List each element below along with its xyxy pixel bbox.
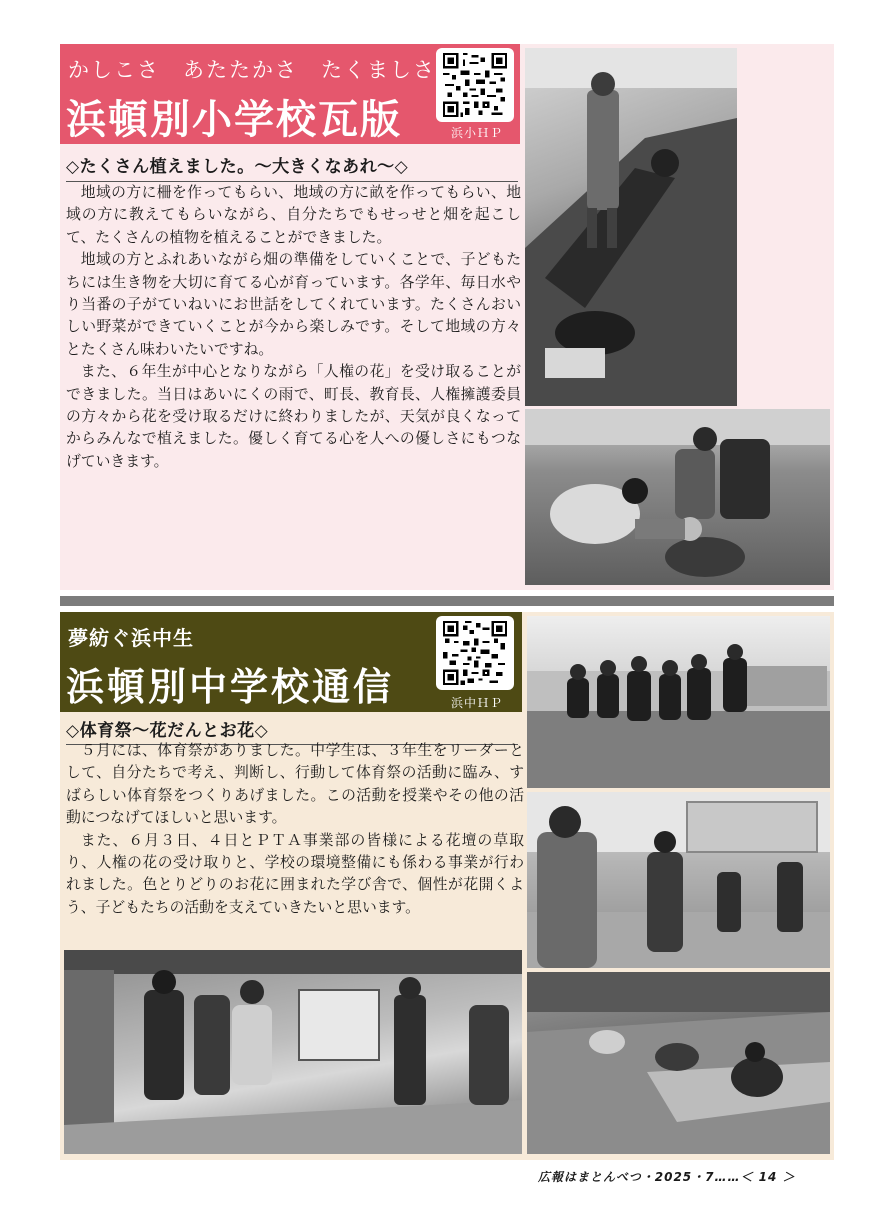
elementary-paragraph: 地域の方とふれあいながら畑の準備をしていくことで、子どもたちには生き物を大切に育てる心が育っています。各学年、毎日水やり当番の子がていねいにお世話をしてくれています。たくさんおいしい野菜ができていくことが今から楽しみです。そして地域の方々とたくさん味わいたいですね。 [66, 251, 521, 358]
junior-high-article-body [66, 740, 524, 919]
photo-flowerbed-weeding [527, 972, 830, 1154]
elementary-subtitle: かしこさ あたたかさ たくましさ [68, 58, 436, 82]
elementary-paragraph: また、６年生が中心となりながら「人権の花」を受け取ることができました。当日はあいにくの雨で、町長、教育長、人権擁護委員の方々から花を受け取るだけに終わりましたが、天気が良くなってからみんなで植えました。優しく育てる心を人への優しさにもつなげていきます。 [66, 363, 521, 470]
junior-high-paragraph: ５月には、体育祭がありました。中学生は、３年生をリーダーとして、自分たちで考え、判断し、行動して体育祭の活動に臨み、すばらしい体育祭をつくりあげました。この活動を授業やその他の活動につなげてほしいと思います。 [66, 742, 524, 827]
qr-code-graphic [442, 621, 508, 685]
junior-high-section [60, 612, 834, 1160]
junior-high-article-heading: ◇体育祭～花だんとお花◇ [66, 716, 518, 745]
photo-gym-preparation [527, 792, 830, 968]
elementary-section [60, 44, 834, 590]
photo-planting-flowers [525, 409, 830, 585]
photo-field-preparation [525, 48, 737, 406]
qr-code-icon[interactable] [436, 616, 514, 690]
photo-sports-day [527, 616, 830, 788]
junior-high-header [60, 612, 522, 712]
qr-code-icon[interactable] [436, 48, 514, 122]
elementary-article-body [66, 182, 521, 473]
elementary-qr-label: 浜小ＨＰ [450, 126, 503, 140]
photo-flower-handover [64, 950, 522, 1154]
elementary-header [60, 44, 520, 144]
junior-high-paragraph: また、６月３日、４日とＰＴＡ事業部の皆様による花壇の草取り、人権の花の受け取りと、学校の環境整備にも係わる事業が行われました。色とりどりのお花に囲まれた学び舎で、個性が花開くよう、子どもたちの活動を支えていきたいと思います。 [66, 831, 524, 916]
junior-high-qr-label: 浜中ＨＰ [450, 696, 503, 710]
elementary-article-heading: ◇たくさん植えました。～大きくなあれ～◇ [66, 152, 518, 182]
elementary-title: 浜頓別小学校瓦版 [66, 97, 402, 143]
elementary-paragraph: 地域の方に柵を作ってもらい、地域の方に畝を作ってもらい、地域の方に教えてもらいながら、自分たちでもせっせと畑を起こして、たくさんの植物を植えることができました。 [66, 184, 521, 246]
junior-high-subtitle: 夢紡ぐ浜中生 [68, 626, 194, 650]
junior-high-title: 浜頓別中学校通信 [66, 665, 395, 709]
qr-code-graphic [442, 53, 508, 117]
page-footer: 広報はまとんべつ・2025・7……＜ 14 ＞ [538, 1170, 796, 1184]
section-divider [60, 596, 834, 606]
